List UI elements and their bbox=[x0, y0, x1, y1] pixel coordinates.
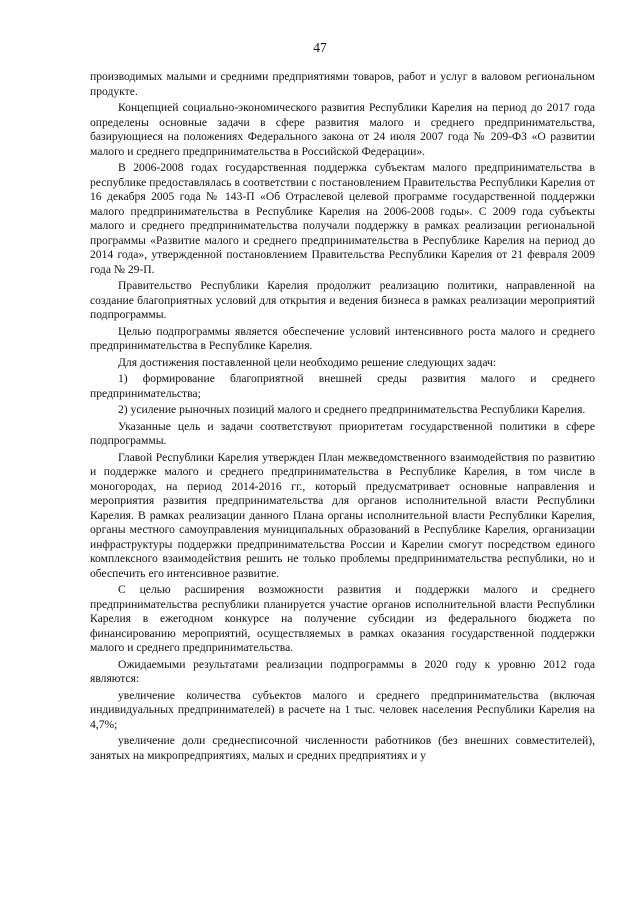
paragraph: производимых малыми и средними предприятиями товаров, работ и услуг в валовом региональном продукте. bbox=[90, 70, 595, 98]
paragraph: Для достижения поставленной цели необходимо решение следующих задач: bbox=[118, 355, 497, 369]
paragraph: Концепцией социально-экономического развития Республики Карелия на период до 2017 года определены основные задачи в сфере развития малого и среднего предпринимательства, базирующиеся на положениях Федерального закона от 24 июля 2007 года № 209-ФЗ «О развитии малого и среднего предпринимательства в Российской Федерации». bbox=[90, 101, 595, 158]
paragraph: Ожидаемыми результатами реализации подпрограммы в 2020 году к уровню 2012 года являются: bbox=[90, 657, 595, 685]
page-number: 47 bbox=[313, 40, 327, 55]
paragraph: Главой Республики Карелия утвержден План межведомственного взаимодействия по развитию и поддержке малого и среднего предпринимательства в Республике Карелия, в том числе в моногородах, на период 2014-2016 гг., который предусматривает основные направления и мероприятия развития предпринимательства для органов исполнительной власти Республики Карелия. В рамках реализации данного Плана органы исполнительной власти Республики Карелия, органы местного самоуправления муниципальных образований в Республике Карелия, организации инфраструктуры поддержки предпринимательства России и Карелии смогут посредством единого комплексного взаимодействия решить не только проблемы предпринимательства республики, но и обеспечить его интенсивное развитие. bbox=[90, 450, 595, 580]
body-text bbox=[90, 70, 595, 765]
paragraph: Указанные цель и задачи соответствуют приоритетам государственной политики в сфере подпрограммы. bbox=[90, 419, 595, 447]
paragraph: увеличение доли среднесписочной численности работников (без внешних совместителей), занятых на микропредприятиях, малых и средних предприятиях и у bbox=[90, 734, 595, 762]
paragraph: Правительство Республики Карелия продолжит реализацию политики, направленной на создание благоприятных условий для открытия и ведения бизнеса в рамках реализации мероприятий подпрограммы. bbox=[90, 279, 595, 321]
paragraph: 1) формирование благоприятной внешней среды развития малого и среднего предпринимательства; bbox=[90, 372, 595, 400]
paragraph: С целью расширения возможности развития и поддержки малого и среднего предпринимательства республики планируется участие органов исполнительной власти Республики Карелия в ежегодном конкурсе на получение субсидии из федерального бюджета по финансированию мероприятий, осуществляемых в рамках оказания государственной поддержки малого и среднего предпринимательства. bbox=[90, 583, 595, 654]
paragraph: Целью подпрограммы является обеспечение условий интенсивного роста малого и среднего предпринимательства в Республике Карелия. bbox=[90, 324, 595, 352]
paragraph: В 2006-2008 годах государственная поддержка субъектам малого предпринимательства в республике предоставлялась в соответствии с постановлением Правительства Республики Карелия от 16 декабря 2005 года № 143-П «Об Отраслевой целевой программе государственной поддержки малого предпринимательства в Республике Карелия на 2006-2008 годы». С 2009 года субъекты малого и среднего предпринимательства получали поддержку в рамках реализации региональной программы «Развитие малого и среднего предпринимательства в Республике Карелия на период до 2014 года», утвержденной постановлением Правительства Республики Карелия от 21 февраля 2009 года № 29-П. bbox=[90, 161, 595, 276]
paragraph: увеличение количества субъектов малого и среднего предпринимательства (включая индивидуальных предпринимателей) в расчете на 1 тыс. человек населения Республики Карелия на 4,7%; bbox=[90, 688, 595, 731]
paragraph: 2) усиление рыночных позиций малого и среднего предпринимательства Республики Карелия. bbox=[118, 403, 586, 416]
